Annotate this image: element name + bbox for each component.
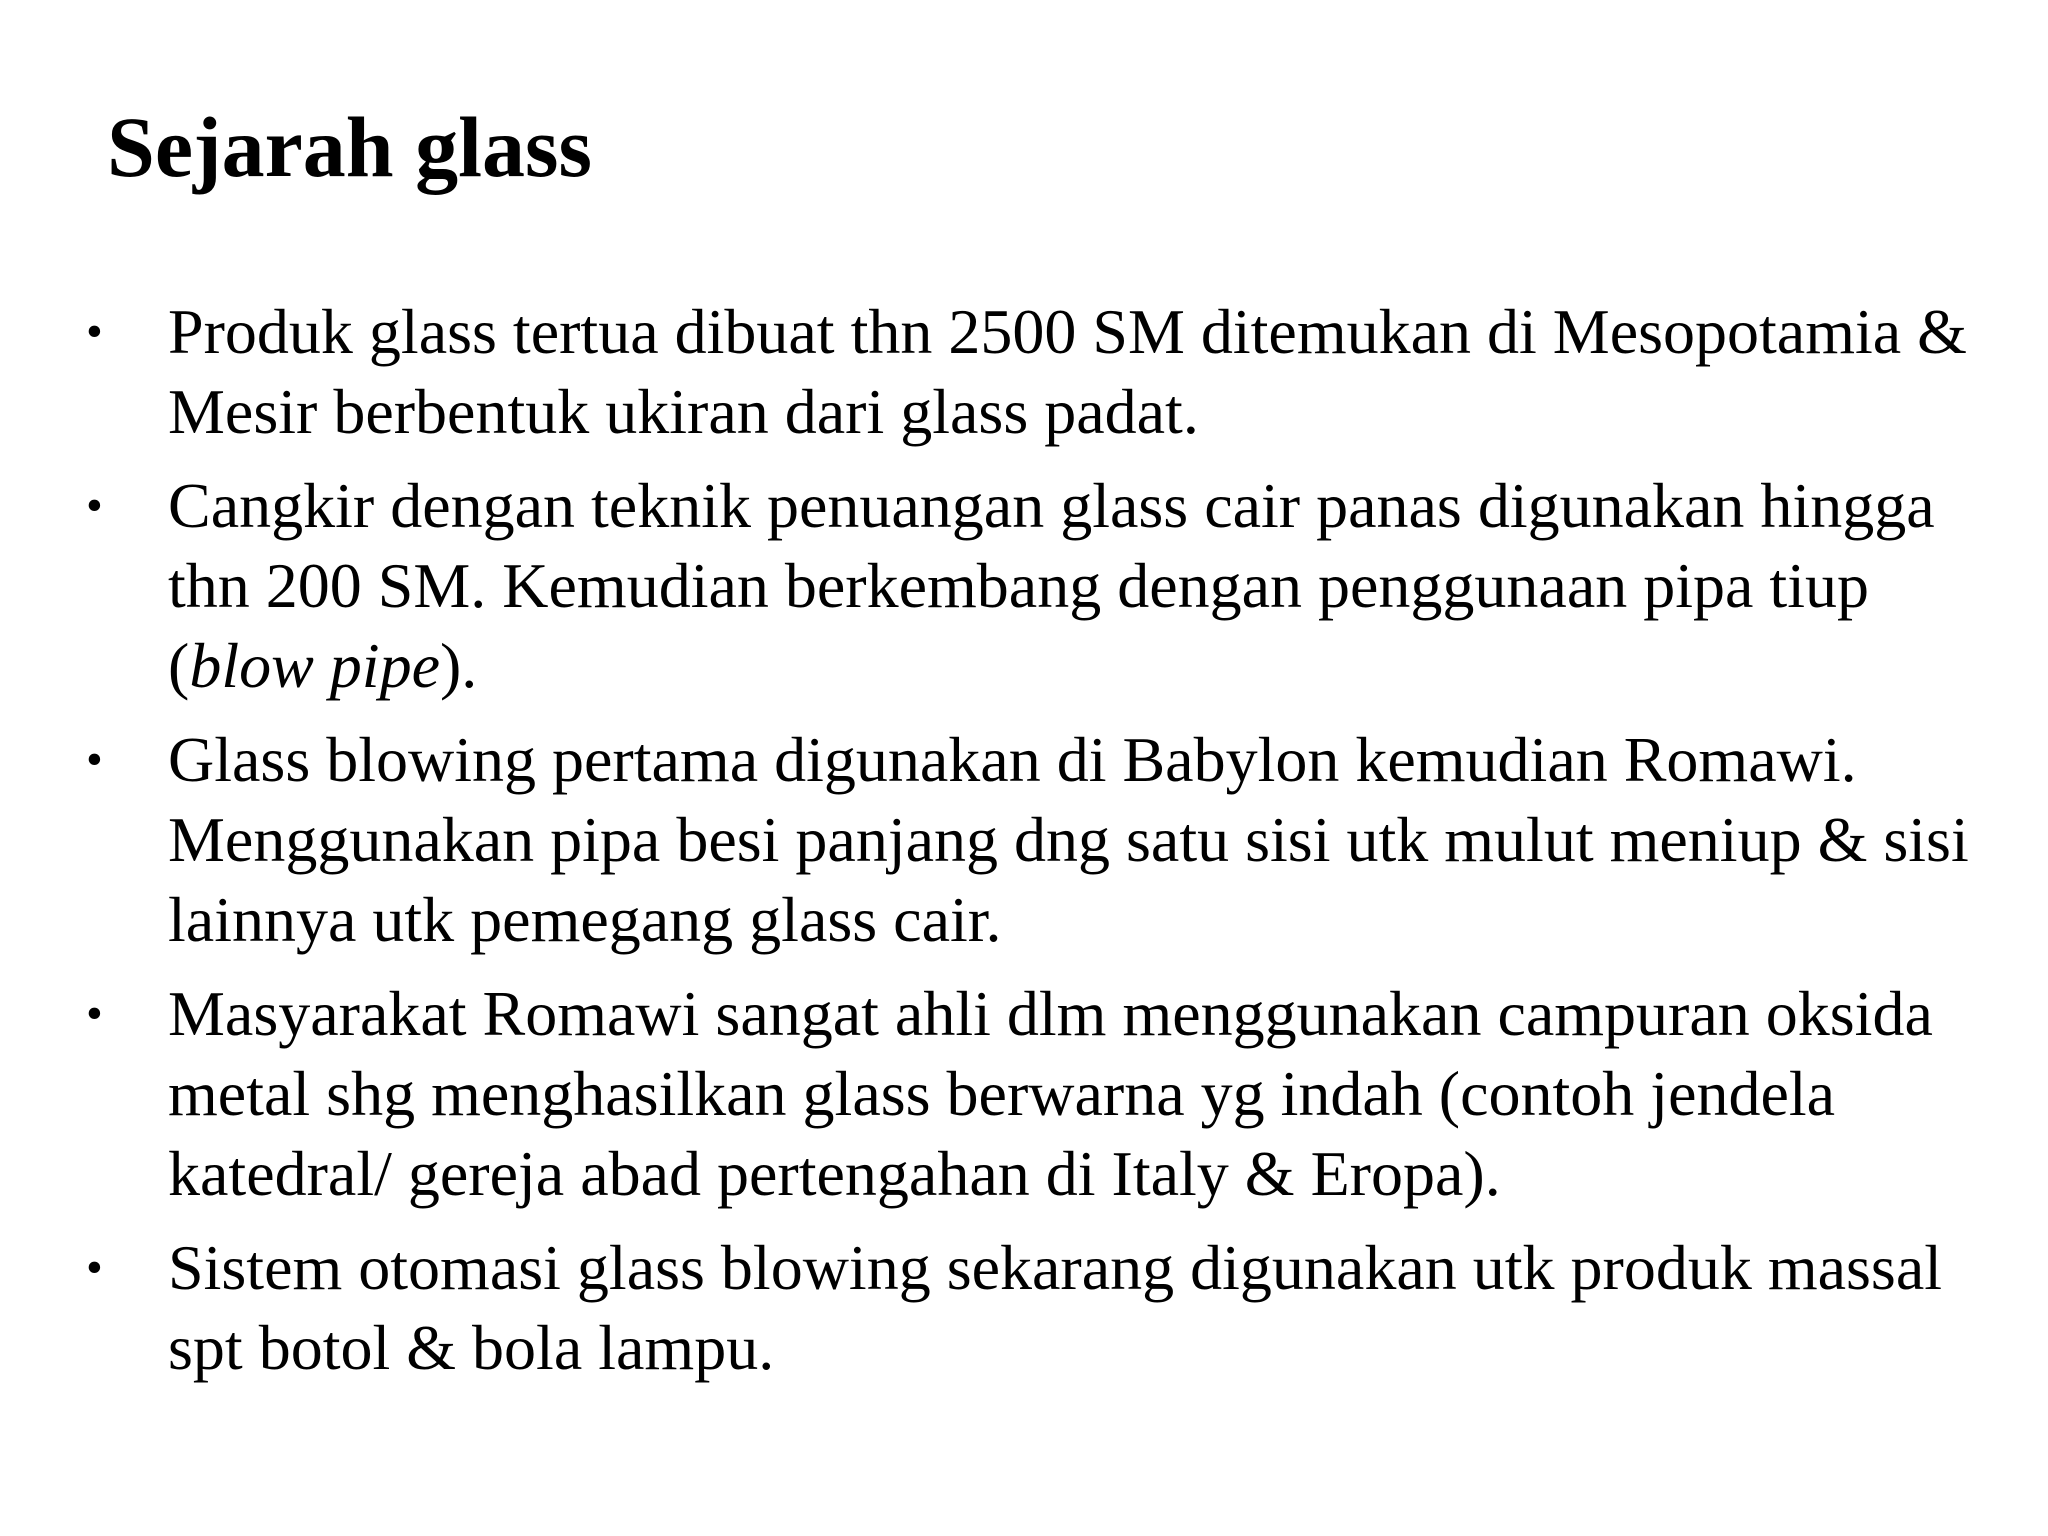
bullet-text: Produk glass tertua dibuat thn 2500 SM ditemukan di Mesopotamia & Mesir berbentuk ukiran dari glass padat. xyxy=(168,296,1967,447)
bullet-dot-icon: • xyxy=(86,305,103,358)
slide-title: Sejarah glass xyxy=(107,99,592,195)
bullet-text: Glass blowing pertama digunakan di Babylon kemudian Romawi. Menggunakan pipa besi panjang dng satu sisi utk mulut meniup & sisi lainnya utk pemegang glass cair. xyxy=(168,724,1969,955)
bullet-text-italic: blow pipe xyxy=(189,630,440,701)
bullet-item xyxy=(86,466,1986,706)
bullet-dot-icon: • xyxy=(86,987,103,1040)
bullet-item xyxy=(86,974,1986,1214)
bullet-text-after: ). xyxy=(439,630,478,701)
bullet-item xyxy=(86,720,1986,960)
bullet-dot-icon: • xyxy=(86,1241,103,1294)
bullet-text-before: Cangkir dengan teknik penuangan glass cair panas digunakan hingga thn 200 SM. Kemudian berkembang dengan penggunaan pipa tiup ( xyxy=(168,470,1935,701)
bullet-dot-icon: • xyxy=(86,479,103,532)
bullet-text: Masyarakat Romawi sangat ahli dlm menggunakan campuran oksida metal shg menghasilkan glass berwarna yg indah (contoh jendela katedral/ gereja abad pertengahan di Italy & Eropa). xyxy=(168,978,1933,1209)
bullet-item xyxy=(86,1228,1986,1388)
bullet-item xyxy=(86,292,1986,452)
bullet-text xyxy=(168,466,1986,706)
bullet-text: Sistem otomasi glass blowing sekarang digunakan utk produk massal spt botol & bola lampu. xyxy=(168,1232,1942,1383)
bullet-list xyxy=(86,292,1986,1402)
bullet-dot-icon: • xyxy=(86,733,103,786)
